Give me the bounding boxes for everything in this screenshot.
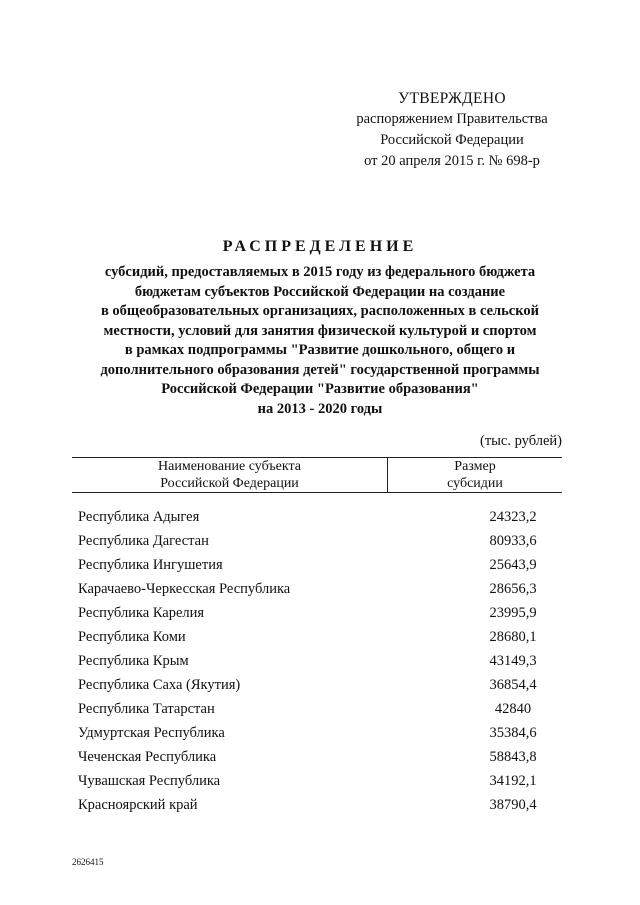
table-row: [78, 508, 562, 532]
table-body: [78, 508, 562, 820]
heading-line: в общеобразовательных организациях, расположенных в сельской: [100, 303, 540, 319]
subsidy-amount: 24323,2: [489, 509, 537, 525]
column-header-amount-line-1: Размер: [454, 459, 496, 474]
subsidy-amount: 43149,3: [489, 653, 537, 669]
approval-line-1: распоряжением Правительства: [356, 111, 548, 127]
subsidy-amount: 28680,1: [489, 629, 537, 645]
approval-line-3: от 20 апреля 2015 г. № 698-р: [364, 153, 540, 169]
region-name: Республика Карелия: [78, 605, 205, 621]
heading-line: в рамках подпрограммы "Развитие дошкольного, общего и: [124, 342, 516, 358]
footer-code: 2626415: [72, 857, 104, 867]
column-header-amount: [388, 458, 562, 492]
region-name: Республика Дагестан: [78, 533, 209, 549]
subsidy-amount: 42840: [494, 701, 532, 717]
table-row: [78, 724, 562, 748]
table-row: [78, 772, 562, 796]
table-row: [78, 580, 562, 604]
approval-block: [340, 88, 564, 172]
column-header-region-line-1: Наименование субъекта: [158, 459, 301, 474]
region-name: Республика Адыгея: [78, 509, 200, 525]
units-label: (тыс. рублей): [480, 433, 562, 449]
region-name: Красноярский край: [78, 797, 198, 813]
subsidy-amount: 25643,9: [489, 557, 537, 573]
region-name: Республика Крым: [78, 653, 189, 669]
table-row: [78, 796, 562, 820]
subsidy-amount: 23995,9: [489, 605, 537, 621]
subsidy-amount: 35384,6: [489, 725, 537, 741]
subsidy-amount: 36854,4: [489, 677, 537, 693]
region-name: Республика Ингушетия: [78, 557, 223, 573]
region-name: Республика Коми: [78, 629, 186, 645]
table-row: [78, 748, 562, 772]
region-name: Карачаево-Черкесская Республика: [78, 581, 291, 597]
approval-title: УТВЕРЖДЕНО: [398, 90, 506, 107]
subsidy-amount: 58843,8: [489, 749, 537, 765]
region-name: Республика Саха (Якутия): [78, 677, 241, 693]
region-name: Республика Татарстан: [78, 701, 215, 717]
approval-line-2: Российской Федерации: [380, 132, 524, 148]
table-row: [78, 700, 562, 724]
subsidy-amount: 80933,6: [489, 533, 537, 549]
heading-line: Российской Федерации "Развитие образования": [161, 381, 479, 397]
column-header-amount-line-2: субсидии: [447, 476, 503, 491]
table-row: [78, 676, 562, 700]
heading-line: субсидий, предоставляемых в 2015 году из федерального бюджета: [104, 264, 536, 280]
heading-line: на 2013 - 2020 годы: [257, 400, 383, 417]
heading-line: местности, условий для занятия физической культурой и спортом: [103, 322, 537, 339]
document-title: РАСПРЕДЕЛЕНИЕ: [222, 238, 418, 255]
region-name: Чеченская Республика: [78, 749, 217, 765]
table-row: [78, 604, 562, 628]
heading-line: бюджетам субъектов Российской Федерации на создание: [134, 283, 506, 300]
region-name: Чувашская Республика: [78, 773, 221, 789]
subsidy-amount: 38790,4: [489, 797, 537, 813]
table-row: [78, 652, 562, 676]
column-header-region-line-2: Российской Федерации: [160, 476, 299, 491]
column-header-region: [72, 458, 388, 492]
document-heading: [60, 238, 580, 419]
table-row: [78, 556, 562, 580]
subsidy-amount: 34192,1: [489, 773, 537, 789]
region-name: Удмуртская Республика: [78, 725, 225, 741]
table-row: [78, 628, 562, 652]
subsidy-amount: 28656,3: [489, 581, 537, 597]
table-header: [72, 457, 562, 493]
table-row: [78, 532, 562, 556]
heading-line: дополнительного образования детей" государственной программы: [100, 361, 540, 378]
